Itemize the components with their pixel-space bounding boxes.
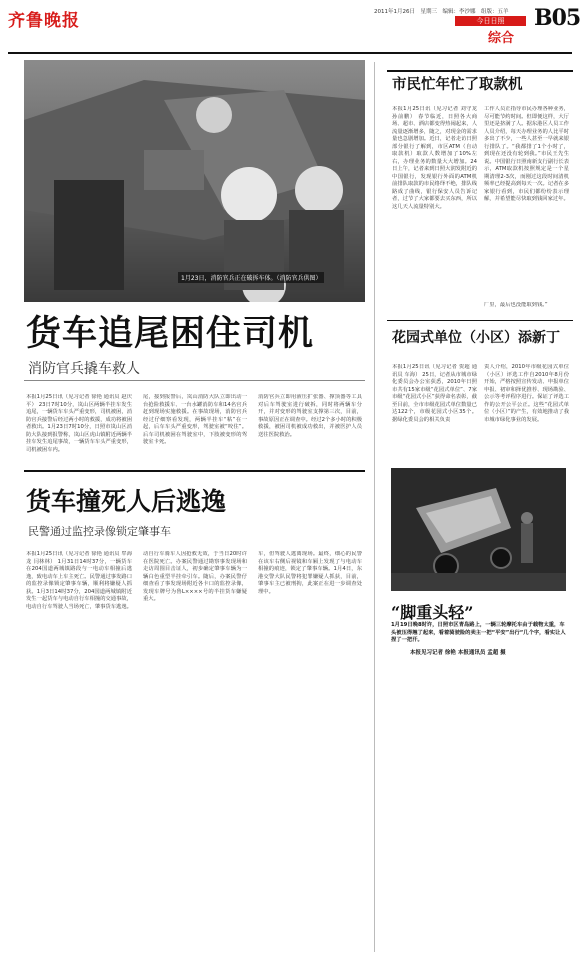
headline-hit-and-run: 货车撞死人后逃逸: [26, 487, 227, 516]
subhead-surveillance: 民警通过监控录像锁定肇事车: [28, 525, 171, 538]
newspaper-logo: 齐鲁晚报: [8, 11, 80, 31]
headline-atm: 市民忙年忙了取款机: [392, 76, 523, 93]
story1-column-2: 尾，接到报警后，岚山消防大队立即出动一台抢险救援车、一台水罐消防车和14名官兵赶到现场实施救援。在事故现场，消防官兵经过仔细察看发现，两辆半挂车“粘”在一起，后车车头严重变形，驾驶室被“咬住”。后车司机被困在驾驶室中，下肢被变形的驾驶室卡死。: [143, 394, 247, 445]
section-tag: 今日日照: [455, 16, 526, 26]
headline-garden-unit: 花园式单位（小区）添新丁: [392, 330, 560, 346]
right-top-rule: [387, 70, 573, 72]
date-meta: 2011年1月26日 星期三 编辑：李沙娜 组版：五羊: [374, 9, 509, 15]
overloaded-tricycle-photo: [391, 468, 566, 591]
rescue-photo: [24, 60, 365, 302]
section-title: 综合: [488, 31, 515, 46]
story2-column-3: 车，但驾驶人逃离现场。最终，细心的民警在该车右侧后视镜和车厢上发现了与电动车相撞的痕迹，锁定了肇事车辆。1月4日，东港交警大队民警将犯罪嫌疑人抓获，目前，肇事车主已被刑拘，此案正在进一步调查处理中。: [258, 551, 362, 595]
story1-column-1: 本报1月25日讯（见习记者 徐艳 通讯员 赵庆平） 23日7时10分，岚山区两辆半挂车发生追尾，一辆货车车头严重变形，司机被困，消防官兵接警后经过两小时的救援，成功将被困者救出。1月23日7时10分，日照市岚山区消防大队接到报警称，岚山区虎山镇附近两辆半挂车发生追尾事故，一辆货车车头严重变形，司机被困车内。: [26, 394, 132, 453]
story4-column-1: 本报1月25日讯（见习记者 贺超 通讯员 车海） 25日，记者从市城市绿化委员会办公室获悉，2010年日照市共有15家市级“花园式单位”、7家市级“花园式小区”获得命名表彰，截至目前，全市市级花园式单位数量已达122个，市级花园式小区35个。据绿化委员会的相关负责: [392, 364, 477, 423]
photo-byline: 本报见习记者 徐艳 本报通讯员 孟超 摄: [410, 650, 506, 656]
subhead-rescue: 消防官兵撬车救人: [28, 361, 140, 377]
header-rule: [8, 52, 572, 54]
headline-truck-rear-end: 货车追尾困住司机: [26, 313, 315, 354]
photo-caption-tricycle: 1月19日晚8时许，日照市区青岛路上，一辆三轮摩托车由于载物太重，车头被压得翘了起来，看着骑驶险的卖主一把“平安”出行“几个字，看实让人捏了一把汗。: [391, 622, 566, 643]
story2-column-2: 动自行车骑车人因抢救无效，于当日20时许在医院死亡。办案民警通过勘察事发现场和走访周围目击证人，初步确定肇事车辆为一辆白色重型半挂牵引车。随后，办案民警仔细查看了事发现场附近各卡口的监控录像，发现车牌号为鲁L××××号的半挂货车嫌疑重大。: [143, 551, 247, 602]
divider: [24, 380, 365, 381]
section-divider: [24, 470, 365, 472]
column-rule: [374, 62, 375, 952]
story4-column-2: 责人介绍，2010年市级花园式单位（小区）评选工作自2010年8月份开始，严格按照宣传发动、申报单位申报、初审和择优推荐、现场勘验、公示等考评程序进行。保证了评选工作的公开公平公正。这些“花园式单位（小区）”的产生，有效地推动了我市城市绿化事业的发展。: [484, 364, 569, 423]
headline-heavy-load: “脚重头轻”: [391, 603, 474, 622]
story3-column-2-end: 厂里，最后也没能取到钱。”: [484, 302, 548, 308]
photo-caption: 1月23日，消防官兵正在破拆车体。（消防官兵供图）: [178, 272, 324, 283]
story3-column-1: 本报1月25日讯（见习记者 刘守龙 孙前鹏） 春节临近，日照各大商场、超市、酒店都变得热闹起来，人流量逐渐增多，随之，对现金的需求量也急剧增加。近日，记者走访日照部分银行了解到，市区ATM（自动取款机）取款人数增加了10%左右，办理业务的数量大大增加。24日上午，记者来到日照大润发附近的中国银行，发现银行外面的ATM机前排队取款的市民络绎不绝，排队线路成了曲线，银行保安人员告诉记者，过节了大家都要去买东西，所以这几天人流量特别大。: [392, 106, 477, 210]
story1-column-3: 消防官兵立即用液压扩张器、撑顶器等工具对后车驾驶室进行破拆，同时将两辆车分开，并对变形的驾驶室支撑第三次，目前，事故原因正在调查中。经过2个多小时的积极救援，被困司机被成功救出，并被医护人员送往医院救治。: [258, 394, 362, 438]
story3-column-2: 工作人员正指导市民办理各种业务，尽可能节约时间。但即便这样，大厅里还是挤满了人。据东港区人员工作人员介绍，每天办理业务的人比平时多出了不少，一些人甚至一早就来银行排队了。“我都排了1个小时了，到现在还没有轮到我。”市民王先生说。中国银行日照南新支行副行长表示，ATM取款机按照规定是一个星期清理2-3次，而刚过这段时间清机频率已经提高到每天一次。记者在多家银行看到，市民们都纷纷表示理解，并希望能尽快取到钱回家过年。: [484, 106, 569, 202]
right-divider: [387, 320, 573, 321]
page-number: B05: [534, 5, 580, 31]
story2-column-1: 本报1月25日讯（见习记者 徐艳 通讯员 牟海龙 闫林林） 1月31日14时37分，一辆货车在204国道两城镇路段与一电动车相撞后逃逸，致电动车上车主死亡。民警通过事发路口的监控录像锁定肇事车辆，顺利将嫌疑人抓获。1月3日14时37分，204国道两城镇附近发生一起货车与电动自行车相撞的交通事故，电动自行车驾驶人当场死亡，肇事货车逃逸。: [26, 551, 132, 610]
